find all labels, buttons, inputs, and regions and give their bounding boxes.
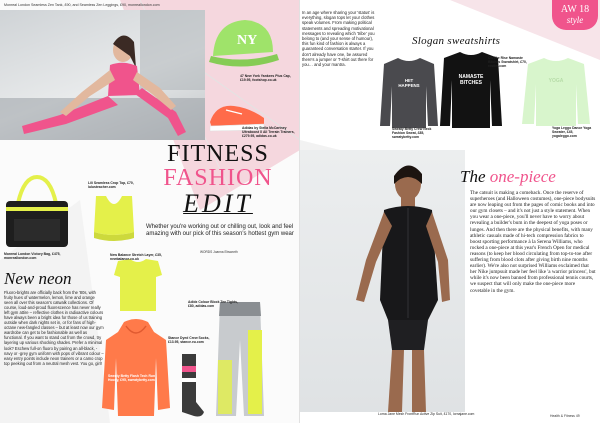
- sweatshirt-mint-product: [522, 56, 590, 126]
- svg-text:NY: NY: [237, 33, 258, 48]
- bag-caption: Monreal London Victory Bag, £475, monreallondon.com: [4, 252, 61, 260]
- onepiece-heading-the: The: [460, 167, 486, 186]
- sweatshirt-mint-illustration: [522, 56, 590, 126]
- socks-caption: Stance Dyed Crew Socks, £13.95, stance.eu.com: [168, 336, 210, 344]
- onepiece-heading: [460, 168, 556, 186]
- byline: WORDS Joanna Ebsworth: [200, 250, 238, 254]
- bag-illustration: [2, 175, 72, 257]
- onepiece-heading-rest: one-piece: [489, 167, 556, 186]
- sweatshirt-black-caption: On The Rise Namaste Bitches Sweatshirt, £70, rostler.com: [488, 56, 527, 68]
- onepiece-figure-illustration: [300, 150, 465, 412]
- socks-product: [176, 352, 206, 418]
- bra-caption: New Balance Stretch Layer, £35, newbalance.co.uk: [110, 253, 162, 261]
- title-line-fashion: FASHION: [163, 165, 273, 191]
- cap-illustration: [203, 14, 283, 76]
- hero-figure-illustration: [0, 10, 205, 140]
- sweatshirt-mint-print: YOGA: [548, 78, 564, 84]
- crop-top-caption: Lili Seamless Crop Top, £70, lulusteacher.com: [88, 181, 134, 189]
- socks-illustration: [176, 352, 206, 418]
- layer-top-illustration: [108, 255, 168, 315]
- onepiece-photo: [300, 150, 465, 412]
- leggings-product: [210, 300, 270, 418]
- hoodie-illustration: [100, 318, 172, 418]
- feature-intro: Whether you're working out or chilling out, look and feel amazing with our pick of this season's hottest gym wear: [146, 224, 294, 238]
- new-neon-text: Fluoro-brights are officially back from the '80s, with fruity hues of watermelon, lemon, lime and orange seen all over this season's catwalk collections. Of course, loud-and-proud fluorescence has never really left gym attire – reflective clothes in radioactive colours have always been a bright idea for those of us training outside when dark nights set in, or for fans of high-octane new-fangled classes – but at least now our gym wardrobe can get to be fashionable as well as functional. If you want to stand out from the crowd, try layering up various shocking shades. Prefer a minimal look? Eschew full-on fluoro by pairing an all-black, -navy or -grey gym uniform with pops of vibrant colour – easy entry points include neon trainers or a camo crop top peeking out from a neutral mesh vest. You go, girl!: [4, 290, 104, 366]
- slogan-text: In an age where sharing your 'status' is everything, slogan tops let your clothes speak volumes. From making political statements and spreading motivational messages to revealing which 'tribe' you belong to (and your sense of humour), this fun kind of fashion is always a guaranteed conversation starter. If you don't already have one, be assured there's a jumper or T-shirt out there for you… and your mantra.: [302, 10, 375, 68]
- crop-top-product: [88, 190, 140, 242]
- sweatshirt-grey-print: HIIT HAPPENS: [398, 78, 420, 88]
- sweatshirt-black-print: NAMASTE BITCHES: [458, 74, 484, 86]
- bra-product: [108, 255, 168, 315]
- new-neon-heading: New neon: [4, 269, 72, 288]
- issue-badge: [552, 0, 598, 30]
- feature-title: [138, 142, 298, 217]
- title-line-edit: EDIT: [183, 189, 253, 218]
- page-folio: Health & Fitness 49: [550, 414, 580, 418]
- onepiece-text: The catsuit is making a comeback. Once the reserve of superheroes (and Halloween costumes), one-piece bodysuits are now leaping out from the pages of comic books and into our gym closets – and it's not just a style statement. When you wear a one-piece, you'll never have to worry about revealing a builder's bum in the deepest of yoga poses or lunges. And then there are the physical benefits, with many athletic casuals made of hi-tech compression fabrics to boost sporting performance à la Serena Williams, who rocked a one-piece at this year's French Open for medical reasons (to keep her blood circulating from top-to-toe after suffering from blood clots after giving birth nine months earlier). We're also not surprised Williams exclaimed that her Nike jumpsuit made her feel like 'a warrior princess', but while it's now been banned from professional tennis courts, we suspect that will only make the one-piece more covetable in the gym.: [470, 190, 596, 294]
- hoodie-caption: Sweaty Betty Flash Tech Run Hoody, £95, sweatybetty.com: [108, 374, 156, 382]
- right-page: [300, 0, 600, 423]
- crop-top-illustration: [88, 190, 140, 242]
- hoodie-product: [100, 318, 172, 418]
- bag-product: [2, 175, 72, 257]
- leggings-illustration: [210, 300, 270, 418]
- cap-product: [203, 14, 283, 76]
- leggings-caption: Adidx Colour Block Tee Tights, £80, adidas.com: [188, 300, 238, 308]
- sweatshirt-mint-caption: Yoga Leggo Dance Yoga Sweater, £45, yogaleggo.com: [552, 126, 592, 138]
- slogan-heading: Slogan sweatshirts: [412, 35, 501, 47]
- hero-photo: [0, 10, 205, 140]
- photo-credit: Monreal London Seamless Zen Tank, £90, and Seamless Zen Leggings, £90, monreallondon.com: [4, 3, 160, 7]
- onepiece-caption: Lorna Jane Mesh FrontRun Active Zip Suit, £170, lornajane.com: [378, 412, 475, 416]
- issue-badge-line1: AW 18: [560, 4, 590, 15]
- title-line-fitness: FITNESS: [167, 141, 269, 167]
- cap-caption: 47 New York Yankees Plus Cap, £19.95, footshop.co.uk: [240, 74, 291, 82]
- sweatshirt-grey-product: [380, 56, 438, 130]
- sweatshirt-grey-illustration: [380, 56, 438, 130]
- issue-badge-line2: style: [566, 15, 584, 25]
- shoes-caption: Adidas by Stella McCartney Ultraboost X All Terrain Trainers, £279.95, adidas.co.uk: [242, 126, 295, 138]
- sweatshirt-grey-caption: Sweaty Betty Crew Neck Fashion Sweat, £85, sweatybetty.com: [392, 127, 432, 139]
